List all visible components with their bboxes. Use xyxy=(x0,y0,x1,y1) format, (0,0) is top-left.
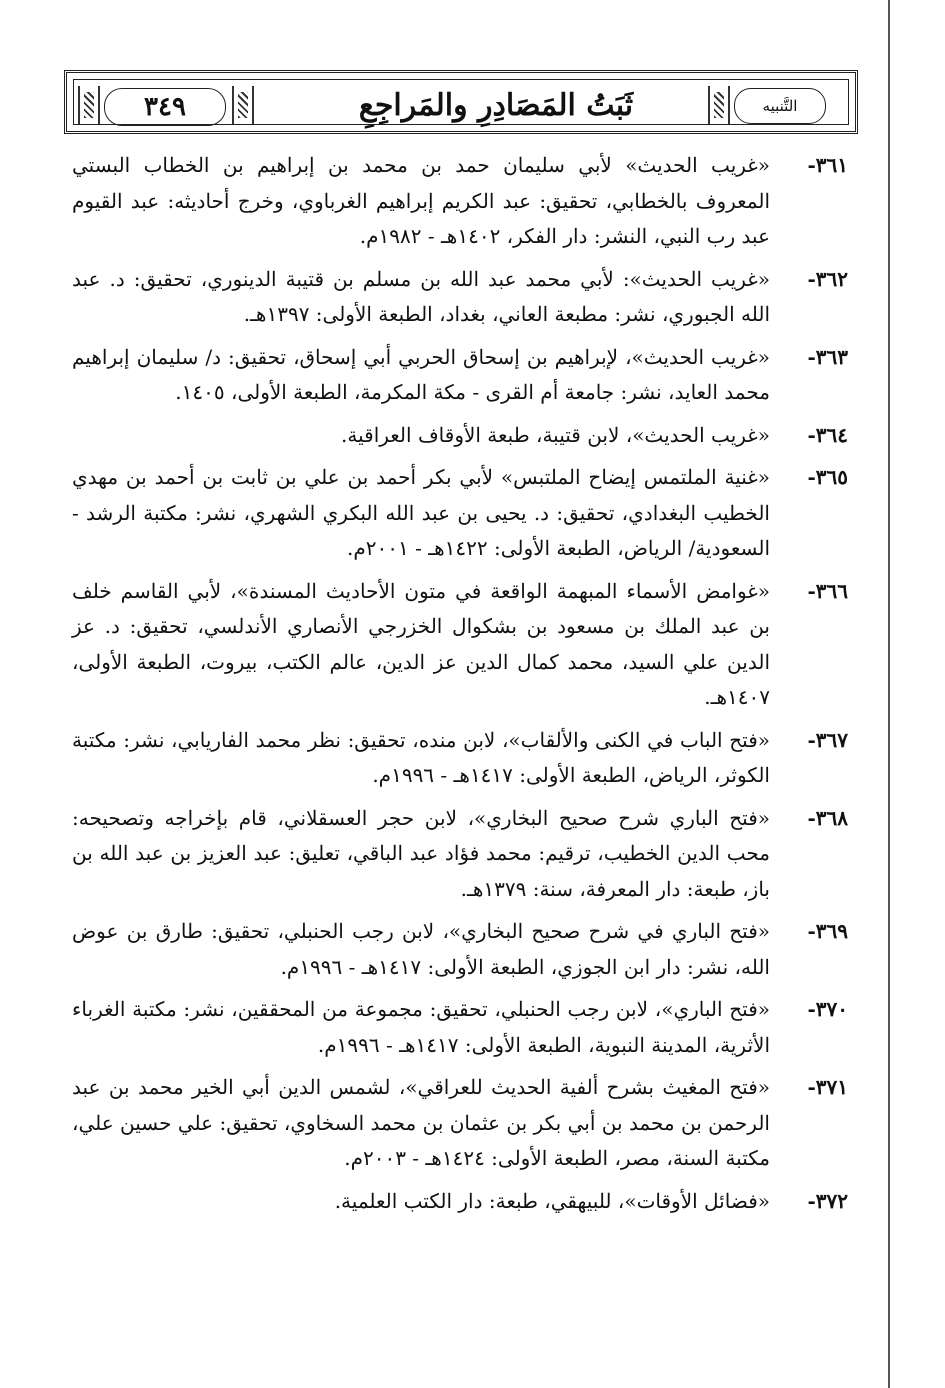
entry-text: «غريب الحديث»: لأبي محمد عبد الله بن مسلم بن قتيبة الدينوري، تحقيق: د. عبد الله الجبوري، نشر: مطبعة العاني، بغداد، الطبعة الأولى: ١٣٩٧هـ. xyxy=(72,266,770,326)
entry-number: ٣٦٩- xyxy=(807,919,848,943)
book-emblem: التَّنبيه xyxy=(734,88,826,124)
entry-text: «غنية الملتمس إيضاح الملتبس» لأبي بكر أحمد بن علي بن ثابت بن أحمد بن مهدي الخطيب البغدادي، تحقيق: د. يحيى بن عبد الله البكري الشهري، نشر: مكتبة الرشد - السعودية/ الرياض، الطبعة الأولى: ١٤٢٢هـ - ٢٠٠١م. xyxy=(72,465,770,560)
right-inner-ornament-icon xyxy=(708,86,730,124)
bibliography-entry xyxy=(72,340,848,411)
entry-text: «فتح المغيث بشرح ألفية الحديث للعراقي»، لشمس الدين أبي الخير محمد بن عبد الرحمن بن محمد بن أبي بكر بن عثمان بن محمد السخاوي، تحقيق: علي حسين علي، مكتبة السنة، مصر، الطبعة الأولى: ١٤٢٤هـ - ٢٠٠٣م. xyxy=(72,1075,770,1170)
entry-number: ٣٦٧- xyxy=(807,727,848,752)
entry-text: «فضائل الأوقات»، للبيهقي، طبعة: دار الكتب العلمية. xyxy=(334,1188,770,1213)
bibliography-entry xyxy=(72,148,848,255)
entry-number: ٣٦٤- xyxy=(807,422,848,447)
entry-text: «فتح الباري شرح صحيح البخاري»، لابن حجر العسقلاني، قام بإخراجه وتصحيحه: محب الدين الخطيب، ترقيم: محمد فؤاد عبد الباقي، تعليق: عبد العزيز بن عبد الله بن باز، طبعة: دار المعرفة، سنة: ١٣٧٩هـ. xyxy=(72,805,770,901)
bibliography-entry xyxy=(72,262,848,333)
entry-number: ٣٦٦- xyxy=(807,578,848,603)
bibliography-list xyxy=(72,148,848,1226)
bibliography-entry xyxy=(72,801,848,908)
entry-text: «فتح الباري في شرح صحيح البخاري»، لابن رجب الحنبلي، تحقيق: طارق بن عوض الله، نشر: دار ابن الجوزي، الطبعة الأولى: ١٤١٧هـ - ١٩٩٦م. xyxy=(72,919,770,979)
page-number: ٣٤٩ xyxy=(104,88,226,126)
entry-number: ٣٦٨- xyxy=(807,805,848,830)
entry-text: «فتح الباب في الكنى والألقاب»، لابن منده، تحقيق: نظر محمد الفاريابي، نشر: مكتبة الكوثر، الرياض، الطبعة الأولى: ١٤١٧هـ - ١٩٩٦م. xyxy=(72,727,770,787)
left-inner-ornament-icon xyxy=(232,86,254,124)
entry-number: ٣٦١- xyxy=(807,153,848,177)
bibliography-entry xyxy=(72,1184,848,1220)
entry-number: ٣٧٠- xyxy=(807,997,848,1021)
entry-number: ٣٦٣- xyxy=(807,344,848,369)
left-ornament-icon xyxy=(78,86,100,124)
entry-number: ٣٧١- xyxy=(807,1075,848,1099)
bibliography-entry xyxy=(72,992,848,1063)
bibliography-entry xyxy=(72,1070,848,1177)
entry-text: «غريب الحديث»، لإبراهيم بن إسحاق الحربي أبي إسحاق، تحقيق: د/ سليمان إبراهيم محمد العايد، نشر: جامعة أم القرى - مكة المكرمة، الطبعة الأولى، ١٤٠٥. xyxy=(72,344,770,404)
page-title: ثَبَتُ المَصَادِرِ والمَراجِعِ xyxy=(358,88,634,123)
bibliography-entry xyxy=(72,460,848,567)
bibliography-entry xyxy=(72,723,848,794)
entry-text: «غوامض الأسماء المبهمة الواقعة في متون الأحاديث المسندة»، لأبي القاسم خلف بن عبد الملك بن مسعود بن بشكوال الخزرجي الأنصاري الأندلسي، تحقيق: د. عز الدين علي السيد، محمد كمال الدين عز الدين، عالم الكتب، بيروت، الطبعة الأولى، ١٤٠٧هـ. xyxy=(72,578,770,709)
bibliography-entry xyxy=(72,574,848,716)
bibliography-entry xyxy=(72,914,848,985)
page-header xyxy=(64,70,858,134)
entry-text: «غريب الحديث»، لابن قتيبة، طبعة الأوقاف العراقية. xyxy=(341,422,770,447)
entry-number: ٣٦٢- xyxy=(807,266,848,291)
entry-number: ٣٦٥- xyxy=(807,465,848,489)
entry-text: «فتح الباري»، لابن رجب الحنبلي، تحقيق: مجموعة من المحققين، نشر: مكتبة الغرباء الأثرية، المدينة النبوية، الطبعة الأولى: ١٤١٧هـ - ١٩٩٦م. xyxy=(72,997,770,1057)
entry-text: «غريب الحديث» لأبي سليمان حمد بن محمد بن إبراهيم بن الخطاب البستي المعروف بالخطابي، تحقيق: عبد الكريم إبراهيم الغرباوي، وخرج أحاديثه: عبد القيوم عبد رب النبي، النشر: دار الفكر، ١٤٠٢هـ - ١٩٨٢م. xyxy=(72,153,770,248)
header-frame xyxy=(73,79,849,125)
bibliography-entry xyxy=(72,418,848,454)
entry-number: ٣٧٢- xyxy=(807,1188,848,1213)
page-edge-line xyxy=(888,0,890,1388)
